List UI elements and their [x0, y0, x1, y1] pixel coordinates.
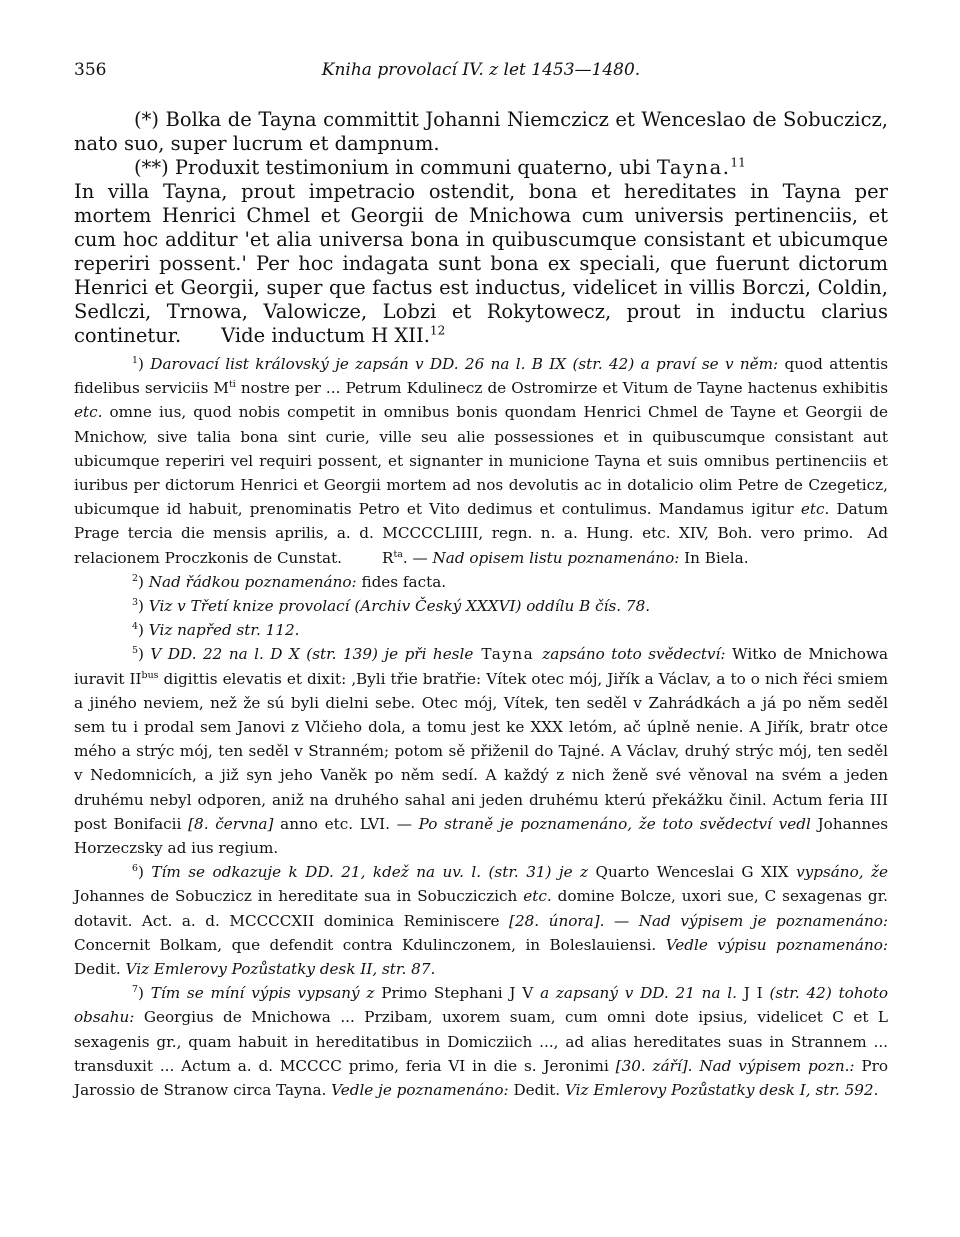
note-text: Pro Jarossio de Stranow circa Tayna.: [74, 1056, 889, 1100]
note-text: Datum Prage tercia die mensis aprilis, a. d. MCCCCLIIII, regn. n. a. Hung. etc. XIV, Boh. vero primo.: [74, 500, 888, 543]
note-italic: Viz Emlerovy Pozůstatky desk I, str. 592.: [564, 1081, 879, 1100]
note-italic: Tím se míní výpis vypsaný z: [150, 984, 375, 1003]
note-text: Primo Stephani J V: [374, 984, 541, 1003]
note-text: Johannes Horzeczsky ad ius regium.: [74, 814, 888, 858]
note-text: fides facta.: [356, 572, 447, 591]
note-text: Concernit Bolkam, que defendit contra Kdulinczonem, in Boleslauiensi.: [74, 935, 666, 954]
footnote-1: $^1$) Darovací list královský je zapsán v DD. 26 na l. B IX (str. 42) a praví se v něm: quod attentis fidelibus serviciis $M^{ti}$ nostre per ... Petrum Kdulinecz de Ostromirze et Vitum de Tayne hactenus exhibitis etc. omne ius, quod nobis competit in omnibus bonis quondam Henrici Chmel de Tayne et Georgii de Mnichow, sive talia bona sint curie, ville seu alie possessiones et in quibuscumque consistant aut ubicumque reperiri vel requiri possent, et signanter in municione Tayna et suis omnibus pertinenciis et iuribus per dictorum Henrici et Georgii mortem ad nos devolutis ac in dotalicio olim Petre de Czegeticz, ubicumque id habuit, prenominatis Petro et Vito dedimus et contulimus. Mandamus igitur etc. Datum Prage tercia die mensis aprilis, a. d. MCCCCLIIII, regn. n. a. Hung. etc. XIV, Boh. vero primo. Ad relacionem Proczkonis de Cunstat. $R^{ta}$. — Nad opisem listu poznamenáno: In Biela.: [74, 354, 888, 567]
paragraph-3-text: In villa Tayna, prout impetracio ostendit, bona et hereditates in Tayna per mortem Henrici Chmel et Georgii de Mnichowa cum universis pertinenciis, et cum hoc additur 'et alia universa bona in quibuscumque consistant et ubicumque reperiri possent.' Per hoc indagata sunt bona ex speciali, que fuerunt dictorum Henrici et Georgii, super que factus est inductus, videlicet in villis Borczi, Coldin, Sedlczi, Trnowa, Valowicze, Lobzi et Rokytowecz, prout in inductu clarius continetur.: [74, 180, 888, 347]
note-text: Witko de Mnichowa iuravit II: [74, 645, 888, 688]
note-italic: V DD. 22 na l. D X (str. 139) je při hesle: [150, 645, 474, 664]
note-italic: Viz v Třetí knize provolací (Archiv Český XXXVI) oddílu B čís. 78.: [148, 597, 651, 616]
note-text: Dedit.: [508, 1081, 565, 1100]
footnote-number: 7: [132, 984, 138, 996]
note-text: domine Bolcze, uxori sue, C sexagenas gr. dotavit. Act. a. d. MCCCCXII dominica Reminiscere: [74, 887, 888, 930]
note-italic: etc.: [523, 887, 552, 906]
paragraph-2: [74, 156, 888, 180]
note-text: . —: [402, 548, 433, 567]
footnote-number: 2: [132, 572, 138, 584]
footnote-mark-11: 11: [730, 155, 746, 170]
footnote-2: $^2$) Nad řádkou poznamenáno: fides facta.: [132, 572, 447, 591]
note-text: J I: [736, 984, 770, 1003]
footnote-number: 4: [132, 621, 138, 633]
note-text: quod attentis fidelibus serviciis M: [74, 355, 888, 398]
note-italic: Viz Emlerovy Pozůstatky desk II, str. 87.: [125, 960, 436, 979]
note-text: digittis elevatis et dixit: ‚Byli třie bratřie: Vítek otec mój, Jiřík a Václav, a to o nich řéci smiem a jiného neviem, než že sú byli dielni sebe. Otec mój, Vítek, ten seděl v Zahrádkách a já po něm seděl sem tu i prodal sem Janovi z Vlčieho dola, a tomu jest ke XXX letóm, ač úplně nenie. A Jiřík, bratr otce mého a strýc mój, ten seděl v Stranném; potom sě přiženil do Tajné. A Václav, druhý strýc mój, ten seděl v Nedomnicích, a již syn jeho Vaněk po něm sedí. A každý z nich ženě své věnoval na svém a jeden druhému nebyl odporen, aniž na druhého sahal ani jeden druhému kterú překážku činil. Actum feria III post Bonifacii: [74, 669, 889, 833]
note-text: anno etc. LVI. —: [273, 814, 419, 833]
note-superscript: ti: [228, 379, 236, 391]
running-title: Kniha provolací IV. z let 1453—1480.: [321, 60, 641, 80]
note-italic: Po straně je poznamenáno, že toto svědectví vedl: [418, 814, 811, 833]
paragraph-1: (*) Bolka de Tayna committit Johanni Niemczicz et Wenceslao de Sobuczicz, nato suo, super lucrum et dampnum.: [74, 108, 888, 155]
note-italic: [30. září]. Nad výpisem pozn.:: [615, 1056, 855, 1075]
note-superscript: bus: [141, 669, 159, 681]
footnote-5: $^5$) V DD. 22 na l. D X (str. 139) je při hesle Tayna zapsáno toto svědectví: Witko de Mnichowa iuravit $II^{bus}$ digittis elevatis et dixit: ‚Byli třie bratřie: Vítek otec mój, Jiřík a Václav, a to o nich řéci smiem a jiného neviem, než že sú byli dielni sebe. Otec mój, Vítek, ten seděl v Zahrádkách a já po něm seděl sem tu i prodal sem Janovi z Vlčieho dola, a tomu jest ke XXX letóm, ač úplně nenie. A Jiřík, bratr otce mého a strýc mój, ten seděl v Stranném; potom sě přiženil do Tajné. A Václav, druhý strýc mój, ten seděl v Nedomnicích, a již syn jeho Vaněk po něm sedí. A každý z nich ženě své věnoval na svém a jeden druhému nebyl odporen, aniž na druhého sahal ani jeden druhému kterú překážku činil. Actum feria III post Bonifacii [8. června] anno etc. LVI. — Po straně je poznamenáno, že toto svědectví vedl Johannes Horzeczsky ad ius regium.: [74, 645, 889, 858]
footnote-7: $^7$) Tím se míní výpis vypsaný z Primo Stephani J V a zapsaný v DD. 21 na l. J I (str. 42) tohoto obsahu: Georgius de Mnichowa ... Przibam, uxorem suam, cum omni dote ipsius, videlicet C et L sexagenis gr., quam habuit in hereditatibus in Domicziich ..., ad alias hereditates suas in Strannem ... transduxit ... Actum a. d. MCCCC primo, feria VI in die s. Jeronimi [30. září]. Nad výpisem pozn.: Pro Jarossio de Stranow circa Tayna. Vedle je poznamenáno: Dedit. Viz Emlerovy Pozůstatky desk I, str. 592.: [74, 984, 889, 1100]
note-text: Georgius de Mnichowa ... Przibam, uxorem suam, cum omni dote ipsius, videlicet C et L sexagenis gr., quam habuit in hereditatibus in Domicziich ..., ad alias hereditates suas in Strannem ... transduxit ... Actum a. d. MCCCC primo, feria VI in die s. Jeronimi: [74, 1008, 888, 1075]
note-italic: Nad řádkou poznamenáno:: [148, 572, 357, 591]
paragraph-2-text: (**) Produxit testimonium in communi quaterno, ubi: [134, 156, 657, 179]
main-text: [74, 108, 888, 348]
note-italic: Viz napřed str. 112.: [148, 621, 300, 640]
footnote-mark-12: 12: [429, 323, 446, 338]
note-italic: etc.: [800, 500, 830, 519]
note-italic: Nad opisem listu poznamenáno:: [432, 548, 680, 567]
footnote-number: 5: [132, 645, 138, 657]
note-text: In Biela.: [679, 548, 749, 567]
footnote-4: $^4$) Viz napřed str. 112.: [132, 621, 300, 640]
note-text: R: [382, 548, 394, 567]
note-italic: etc.: [74, 403, 103, 422]
footnote-number: 6: [132, 863, 138, 875]
footnote-number: 3: [132, 596, 138, 608]
note-italic: Vedle výpisu poznamenáno:: [665, 935, 888, 954]
footnote-3: $^3$) Viz v Třetí knize provolací (Archiv Český XXXVI) oddílu B čís. 78.: [132, 596, 651, 616]
note-italic: [28. února]. — Nad výpisem je poznamenáno:: [509, 911, 888, 930]
footnote-6: $^6$) Tím se odkazuje k DD. 21, kdež na uv. l. (str. 31) je z Quarto Wenceslai G XIX vypsáno, že Johannes de Sobuczicz in hereditate sua in Sobucziczich etc. domine Bolcze, uxori sue, C sexagenas gr. dotavit. Act. a. d. MCCCCXII dominica Reminiscere [28. února]. — Nad výpisem je poznamenáno: Concernit Bolkam, que defendit contra Kdulinczonem, in Boleslauiensi. Vedle výpisu poznamenáno: Dedit. Viz Emlerovy Pozůstatky desk II, str. 87.: [74, 863, 888, 979]
note-text: omne ius, quod nobis competit in omnibus bonis quondam Henrici Chmel de Tayne et Georgii de Mnichow, sive talia bona sint curie, ville seu alie possessiones et in quibuscumque consistant aut ubicumque reperiri vel requiri possent, et signanter in municione Tayna et suis omnibus pertinenciis et iuribus per dictorum Henrici et Georgii mortem ad nos devolutis ac in dotalicio olim Petre de Czegeticz, ubicumque id habuit, prenominatis Petro et Vito dedimus et contulimus. Mandamus igitur: [74, 403, 888, 519]
footnotes: [74, 352, 888, 1102]
note-text: Quarto Wenceslai G XIX: [588, 863, 797, 882]
document-page: [74, 58, 888, 1102]
note-italic: Darovací list královský je zapsán v DD. 26 na l. B IX (str. 42) a praví se v něm:: [150, 355, 779, 373]
note-italic: zapsáno toto svědectví:: [542, 645, 726, 664]
note-text: nostre per ... Petrum Kdulinecz de Ostromirze et Vitum de Tayne hactenus exhibitis: [235, 379, 888, 398]
running-head: [74, 58, 888, 88]
note-italic: [8. června]: [188, 814, 274, 833]
note-italic: Vedle je poznamenáno:: [331, 1081, 509, 1100]
note-superscript: ta: [393, 548, 403, 560]
note-italic: vypsáno, že: [796, 863, 888, 882]
paragraph-3-vide: Vide inductum H XII.: [221, 324, 430, 347]
note-italic: (str. 42) tohoto obsahu:: [74, 984, 888, 1027]
note-italic: Tím se odkazuje k DD. 21, kdež na uv. l. (str. 31) je z: [151, 863, 589, 882]
paragraph-3: [74, 180, 888, 348]
paragraph-2-spaced: Tayna.: [656, 156, 731, 179]
note-spaced: Tayna: [473, 645, 543, 664]
note-text: Ad relacionem Proczkonis de Cunstat.: [74, 524, 888, 567]
note-text: Dedit.: [74, 960, 126, 979]
note-text: Johannes de Sobuczicz in hereditate sua in Sobucziczich: [74, 887, 524, 906]
page-number: 356: [74, 60, 107, 80]
footnote-number: 1: [132, 354, 138, 366]
note-italic: a zapsaný v DD. 21 na l.: [540, 984, 737, 1003]
